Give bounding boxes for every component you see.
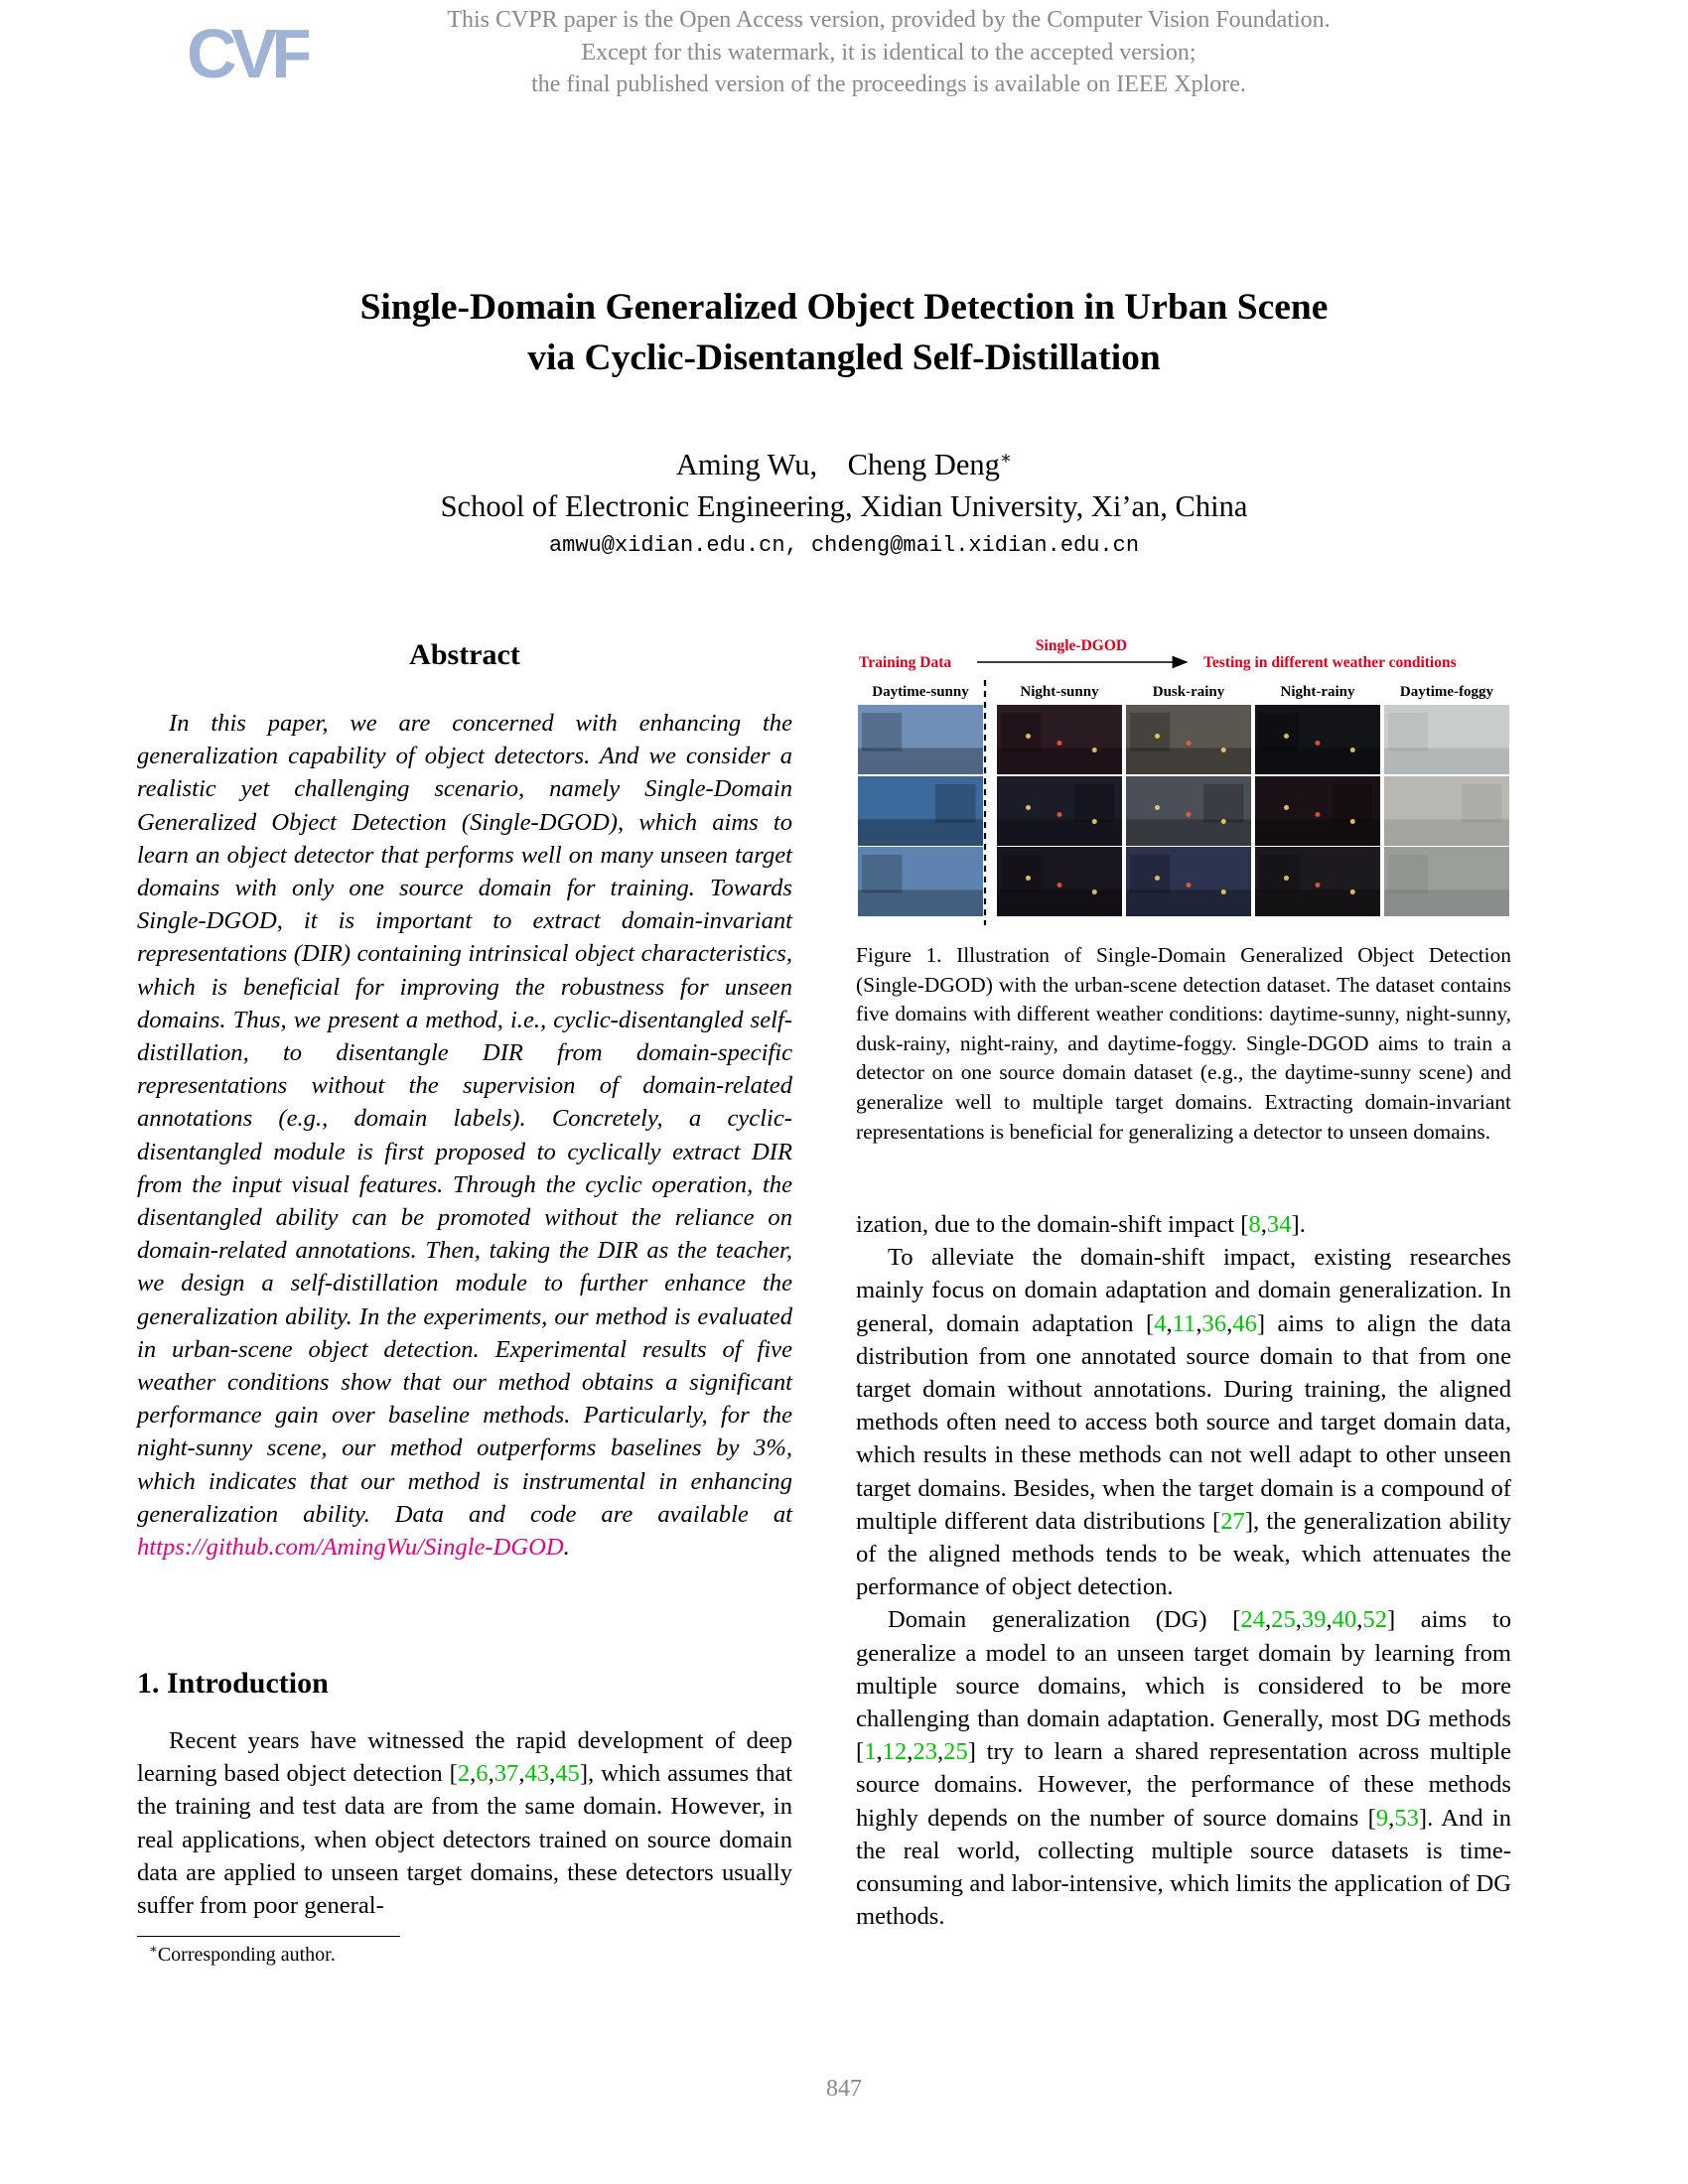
paper-title: [169, 282, 1519, 383]
body-text: ], which assumes that the training and test data are from the same domain. However, in real applications, when object detectors trained on source domain data are applied to unseen target domains, these detectors usually suffer from poor general-: [137, 1760, 792, 1920]
citation-link[interactable]: 4: [1154, 1309, 1167, 1337]
scene-thumbnail: [858, 705, 983, 774]
citation-link[interactable]: 37: [493, 1760, 519, 1788]
citation-link[interactable]: 27: [1220, 1507, 1245, 1535]
scene-thumbnail: [1255, 776, 1380, 846]
citation-link[interactable]: 11: [1172, 1309, 1196, 1337]
domain-label: Daytime-sunny: [872, 684, 969, 700]
domain-label: Daytime-foggy: [1399, 684, 1494, 700]
scene-thumbnail: [1126, 776, 1251, 846]
body-text: To alleviate the domain-shift impact, existing researches mainly focus on domain adaptation and domain generalization. In general, domain adaptation [: [856, 1244, 1511, 1337]
single-dgod-label: Single-DGOD: [1035, 637, 1128, 654]
cvf-logo: [185, 12, 309, 99]
author-name: Aming Wu,: [675, 448, 818, 481]
scene-thumbnail: [1255, 847, 1380, 916]
citation-link[interactable]: 36: [1201, 1309, 1227, 1337]
scene-thumbnail: [1384, 776, 1509, 846]
affiliation: School of Electronic Engineering, Xidian University, Xi’an, China: [440, 489, 1248, 523]
right-column-text: [856, 1208, 1511, 1933]
scene-thumbnail: [1126, 847, 1251, 916]
footnote-divider: [137, 1936, 400, 1937]
footnote-mark: ∗: [149, 1941, 158, 1957]
citation-link[interactable]: 6: [476, 1760, 489, 1788]
scene-thumbnail: [858, 776, 983, 846]
abstract-paragraph: In this paper, we are concerned with enhancing the generalization capability of object detectors. And we consider a realistic yet challenging scenario, namely Single-Domain Generalized Object Detection (Single-DGOD), which aims to learn an object detector that performs well on many unseen target domains with only one source domain for training. Towards Single-DGOD, it is important to extract domain-invariant representations (DIR) containing intrinsical object characteristics, which is beneficial for improving the robustness for unseen domains. Thus, we present a method, i.e., cyclic-disentangled self-distillation, to disentangle DIR from domain-specific representations without the supervision of domain-related annotations (e.g., domain labels). Concretely, a cyclic-disentangled module is first proposed to cyclically extract DIR from the input visual features. Through the cyclic operation, the disentangled ability can be promoted without the reliance on domain-related annotations. Then, taking the DIR as the teacher, we design a self-distillation module to further enhance the generalization ability. In the experiments, our method is evaluated in urban-scene object detection. Experimental results of five weather conditions show that our method obtains a significant performance gain over baseline methods. Particularly, for the night-sunny scene, our method outperforms baselines by 3%, which indicates that our method is instrumental in enhancing generalization ability. Data and code are available at: [137, 710, 792, 1528]
page-number: 847: [826, 2076, 862, 2102]
testing-label: Testing in different weather conditions: [1203, 654, 1457, 671]
citation-link[interactable]: 24: [1240, 1606, 1266, 1634]
body-text: ] aims to generalize a model to an unseen target domain by learning from multiple source domains, which is considered to be more challenging than domain adaptation. Generally, most DG methods [: [856, 1606, 1511, 1766]
citation-link[interactable]: 43: [524, 1760, 550, 1788]
body-paragraph: ization, due to the domain-shift impact [8,34].: [856, 1211, 1306, 1238]
citation-link[interactable]: 1: [864, 1738, 877, 1766]
figure-1-caption: Figure 1. Illustration of Single-Domain Generalized Object Detection (Single-DGOD) with the urban-scene detection dataset. The dataset contains five domains with different weather conditions: daytime-sunny, night-sunny, dusk-rainy, night-rainy, and daytime-foggy. Single-DGOD aims to train a detector on one source domain dataset (e.g., the daytime-sunny scene) and generalize well to multiple target domains. Extracting domain-invariant representations is beneficial for generalizing a detector to unseen domains.: [856, 943, 1511, 1144]
footnote-text: Corresponding author.: [157, 1944, 336, 1966]
body-text: ] aims to align the data distribution from one annotated source domain to that from one target domain without annotations. During training, the aligned methods often need to access both source and target domain data, which results in these methods can not well adapt to other unseen target domains. Besides, when the target domain is a compound of multiple different data distributions [: [856, 1309, 1511, 1535]
author-list: [169, 444, 1519, 485]
watermark-notice: [328, 4, 1450, 101]
citation-link[interactable]: 46: [1232, 1309, 1257, 1337]
body-text: ]. And in the real world, collecting multiple source datasets is time-consuming and labor-intensive, which limits the application of DG methods.: [856, 1804, 1511, 1931]
title-line-2: via Cyclic-Disentangled Self-Distillation: [527, 338, 1161, 378]
scene-thumbnail: [1255, 705, 1380, 774]
domain-label: Night-rainy: [1280, 684, 1355, 700]
abstract-end: .: [563, 1534, 570, 1562]
intro-paragraph: Recent years have witnessed the rapid development of deep learning based object detection [2,6,37,43,45], which assumes that the training and test data are from the same domain. However, in real applications, when object detectors trained on source domain data are applied to unseen target domains, these detectors usually suffer from poor general-: [137, 1727, 792, 1920]
domain-label: Night-sunny: [1020, 684, 1099, 700]
watermark-line-3: the final published version of the proceedings is available on IEEE Xplore.: [531, 71, 1246, 97]
body-paragraph: To alleviate the domain-shift impact, existing researches mainly focus on domain adaptation and domain generalization. In general, domain adaptation [4,11,36,46] aims to align the data distribution from one annotated source domain to that from one target domain without annotations. During training, the aligned methods often need to access both source and target domain data, which results in these methods can not well adapt to other unseen target domains. Besides, when the target domain is a compound of multiple different data distributions [27], the generalization ability of the aligned methods tends to be weak, which attenuates the performance of object detection.: [856, 1244, 1511, 1601]
scene-thumbnail: [858, 847, 983, 916]
figure-1: [856, 635, 1511, 933]
citation-link[interactable]: 52: [1362, 1606, 1388, 1634]
scene-thumbnail: [1384, 705, 1509, 774]
citation-link[interactable]: 34: [1266, 1211, 1292, 1238]
citation-link[interactable]: 9: [1375, 1804, 1389, 1832]
domain-label: Dusk-rainy: [1152, 684, 1225, 700]
code-link[interactable]: https://github.com/AmingWu/Single-DGOD: [137, 1534, 564, 1562]
corresponding-mark: ∗: [999, 447, 1013, 468]
scene-thumbnail: [1384, 847, 1509, 916]
body-text: ization, due to the domain-shift impact [: [856, 1211, 1249, 1238]
citation-link[interactable]: 45: [555, 1760, 580, 1788]
cvf-logo-text: CVF: [187, 15, 308, 92]
watermark-line-1: This CVPR paper is the Open Access version, provided by the Computer Vision Foundation.: [447, 7, 1331, 33]
title-line-1: Single-Domain Generalized Object Detection in Urban Scene: [359, 287, 1329, 328]
body-paragraph: Domain generalization (DG) [24,25,39,40,52] aims to generalize a model to an unseen target domain by learning from multiple source domains, which is considered to be more challenging than domain adaptation. Generally, most DG methods [1,12,23,25] try to learn a shared representation across multiple source domains. However, the performance of these methods highly depends on the number of source domains [9,53]. And in the real world, collecting multiple source datasets is time-consuming and labor-intensive, which limits the application of DG methods.: [856, 1606, 1511, 1931]
citation-link[interactable]: 8: [1248, 1211, 1261, 1238]
citation-link[interactable]: 25: [943, 1738, 968, 1766]
training-data-label: Training Data: [859, 654, 952, 671]
author-name: Cheng Deng: [847, 448, 1000, 481]
scene-thumbnail: [1126, 705, 1251, 774]
author-emails: amwu@xidian.edu.cn, chdeng@mail.xidian.edu.cn: [548, 533, 1140, 558]
abstract-text: [137, 707, 792, 1564]
body-text: ] try to learn a shared representation across multiple source domains. However, the performance of these methods highly depends on the number of source domains [: [856, 1738, 1511, 1832]
citation-link[interactable]: 53: [1394, 1804, 1419, 1832]
body-text: ], the generalization ability of the aligned methods tends to be weak, which attenuates the performance of object detection.: [856, 1507, 1511, 1601]
citation-link[interactable]: 25: [1271, 1606, 1296, 1634]
watermark-line-2: Except for this watermark, it is identical to the accepted version;: [581, 39, 1196, 66]
citation-link[interactable]: 23: [913, 1738, 937, 1766]
citation-link[interactable]: 39: [1301, 1606, 1327, 1634]
figure-1-graphic: [856, 635, 1511, 933]
citation-link[interactable]: 2: [457, 1760, 471, 1788]
footnote: [149, 1941, 784, 1969]
scene-thumbnail: [997, 847, 1122, 916]
section-heading-introduction: 1. Introduction: [137, 1667, 329, 1700]
citation-link[interactable]: 40: [1332, 1606, 1357, 1634]
scene-thumbnail: [997, 705, 1122, 774]
body-text: ].: [1291, 1211, 1306, 1238]
body-text: Recent years have witnessed the rapid development of deep learning based object detection [: [137, 1727, 792, 1788]
body-text: Domain generalization (DG) [: [888, 1606, 1241, 1634]
citation-link[interactable]: 12: [882, 1738, 908, 1766]
scene-thumbnail: [997, 776, 1122, 846]
abstract-heading: Abstract: [409, 638, 520, 671]
